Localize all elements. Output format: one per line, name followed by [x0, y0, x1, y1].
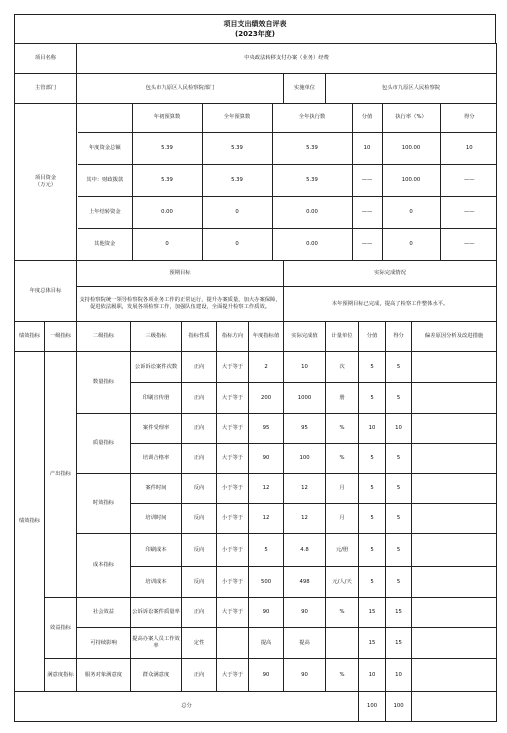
indicator-score: 10	[359, 414, 386, 444]
indicator-nature: 反向	[182, 474, 217, 504]
indicator-name: 培训时间	[131, 504, 182, 534]
indicator-deviation	[412, 444, 497, 474]
indicator-deviation	[412, 474, 497, 504]
indicator-score: 5	[359, 352, 386, 383]
evaluation-table	[14, 43, 497, 722]
funds-row-exec: 0.00	[272, 228, 352, 260]
indicator-unit: 册	[326, 383, 359, 414]
indicator-target: 90	[249, 598, 284, 628]
header-score: 分值	[359, 322, 386, 352]
funds-header-blank	[78, 104, 132, 132]
indicator-actual: 4.8	[284, 534, 326, 567]
indicator-direction: 小于等于	[217, 534, 249, 567]
indicator-actual: 提高	[284, 628, 326, 659]
funds-row-rate: 0	[382, 196, 440, 228]
level2-quantity: 数量指标	[77, 352, 131, 414]
indicator-unit: %	[326, 598, 359, 628]
funds-header-init: 年初预算数	[132, 104, 202, 132]
indicator-name: 公诉诉讼案件次数	[131, 352, 182, 383]
indicator-name: 印刷成本	[131, 534, 182, 567]
annual-goal-label: 年度总体目标	[15, 261, 77, 322]
funds-row-score: ——	[352, 228, 382, 260]
form-title	[14, 14, 496, 44]
project-name-label: 项目名称	[15, 44, 77, 74]
indicator-got: 15	[386, 598, 412, 628]
indicator-direction: 小于等于	[217, 474, 249, 504]
funds-row-got: ——	[440, 164, 497, 196]
indicator-actual: 1000	[284, 383, 326, 414]
indicator-score: 5	[359, 444, 386, 474]
indicator-name: 培训合格率	[131, 444, 182, 474]
indicator-name: 印刷宣传册	[131, 383, 182, 414]
indicator-score: 15	[359, 628, 386, 659]
indicator-direction: 大于等于	[217, 352, 249, 383]
indicator-got: 5	[386, 504, 412, 534]
indicator-actual: 498	[284, 567, 326, 598]
level2-sustain: 可持续影响	[77, 628, 131, 659]
indicator-nature: 定性	[182, 628, 217, 659]
indicator-name: 提高办案人员工作效率	[131, 628, 182, 659]
level1-effect: 效益指标	[45, 598, 77, 659]
indicator-unit: %	[326, 414, 359, 444]
header-level1: 一级指标	[45, 322, 77, 352]
indicator-direction: 大于等于	[217, 383, 249, 414]
indicator-actual: 12	[284, 504, 326, 534]
title-line-1: 项目支出绩效自评表	[223, 20, 287, 28]
indicator-unit: 月	[326, 474, 359, 504]
indicator-nature: 反向	[182, 504, 217, 534]
total-got: 100	[386, 692, 412, 722]
funds-header-got: 得分	[440, 104, 497, 132]
funds-row-full: 5.39	[202, 164, 272, 196]
indicator-score: 5	[359, 383, 386, 414]
level1-output: 产出指标	[45, 352, 77, 598]
indicator-got: 10	[386, 659, 412, 692]
total-deviation	[412, 692, 497, 722]
indicator-score: 10	[359, 659, 386, 692]
total-label: 总分	[15, 692, 359, 722]
dept-value: 包头市九原区人民检察院部门	[77, 74, 284, 104]
indicator-score: 5	[359, 567, 386, 598]
indicator-score: 5	[359, 534, 386, 567]
funds-row-score: 10	[352, 132, 382, 164]
funds-row-label: 上年结转资金	[78, 196, 132, 228]
header-deviation: 偏差原因分析及改进措施	[412, 322, 497, 352]
header-level2: 二级指标	[77, 322, 131, 352]
indicator-unit: 元/册	[326, 534, 359, 567]
indicator-deviation	[412, 383, 497, 414]
indicator-deviation	[412, 567, 497, 598]
header-target: 年度指标值	[249, 322, 284, 352]
indicator-score: 5	[359, 474, 386, 504]
funds-row-init: 5.39	[132, 132, 202, 164]
funds-row-got: 10	[440, 132, 497, 164]
impl-unit-label: 实施单位	[284, 74, 326, 104]
indicator-score: 15	[359, 598, 386, 628]
indicator-target: 12	[249, 474, 284, 504]
indicator-score: 5	[359, 504, 386, 534]
funds-row-full: 5.39	[202, 132, 272, 164]
indicator-unit: 月	[326, 504, 359, 534]
funds-row-label: 其中：财政拨款	[78, 164, 132, 196]
indicator-unit: 次	[326, 352, 359, 383]
indicator-direction: 大于等于	[217, 598, 249, 628]
header-got: 得分	[386, 322, 412, 352]
funds-row-exec: 5.39	[272, 164, 352, 196]
indicator-target: 95	[249, 414, 284, 444]
indicator-actual: 10	[284, 352, 326, 383]
indicator-unit	[326, 628, 359, 659]
funds-row-init: 0.00	[132, 196, 202, 228]
funds-label: 项目资金 （万元）	[15, 104, 77, 261]
indicator-deviation	[412, 598, 497, 628]
indicator-name: 培训成本	[131, 567, 182, 598]
indicator-got: 5	[386, 567, 412, 598]
indicator-target: 5	[249, 534, 284, 567]
indicator-nature: 正向	[182, 414, 217, 444]
funds-row-label: 其他资金	[78, 228, 132, 260]
indicator-actual: 90	[284, 598, 326, 628]
funds-row-got: ——	[440, 196, 497, 228]
indicator-target: 90	[249, 659, 284, 692]
funds-table	[78, 104, 497, 260]
indicator-deviation	[412, 659, 497, 692]
indicator-nature: 正向	[182, 352, 217, 383]
total-score: 100	[359, 692, 386, 722]
header-level3: 三级指标	[131, 322, 182, 352]
funds-header-full: 全年预算数	[202, 104, 272, 132]
indicator-got: 15	[386, 628, 412, 659]
perf-indicator-label: 绩效指标	[15, 352, 45, 692]
project-name-value: 中央政法转移支付办案（业务）经费	[77, 44, 497, 74]
indicator-name: 公诉诉讼案件质量率	[131, 598, 182, 628]
indicator-target: 12	[249, 504, 284, 534]
indicator-deviation	[412, 414, 497, 444]
indicator-nature: 正向	[182, 383, 217, 414]
indicator-deviation	[412, 352, 497, 383]
indicator-nature: 反向	[182, 534, 217, 567]
indicator-actual: 12	[284, 474, 326, 504]
indicator-nature: 正向	[182, 598, 217, 628]
funds-row-full: 0	[202, 196, 272, 228]
indicator-target: 200	[249, 383, 284, 414]
level2-service: 服务对象满意度	[77, 659, 131, 692]
indicator-got: 10	[386, 414, 412, 444]
indicator-direction: 小于等于	[217, 567, 249, 598]
indicator-actual: 90	[284, 659, 326, 692]
indicator-deviation	[412, 504, 497, 534]
level2-time: 时效指标	[77, 474, 131, 534]
funds-row-full: 0	[202, 228, 272, 260]
expected-goal-header: 预期目标	[77, 261, 284, 287]
funds-row-score: ——	[352, 164, 382, 196]
indicator-got: 5	[386, 352, 412, 383]
actual-result-header: 实际完成情况	[284, 261, 497, 287]
indicator-unit: %	[326, 444, 359, 474]
indicator-target: 2	[249, 352, 284, 383]
funds-row-init: 0	[132, 228, 202, 260]
funds-header-exec: 全年执行数	[272, 104, 352, 132]
indicator-name: 案件受理率	[131, 414, 182, 444]
actual-result-text: 本年预期目标已完成，提高了检察工作整体水平。	[284, 287, 497, 322]
indicator-name: 案件时间	[131, 474, 182, 504]
indicator-got: 5	[386, 383, 412, 414]
indicator-direction: 大于等于	[217, 414, 249, 444]
indicator-direction: 小于等于	[217, 504, 249, 534]
indicator-unit: 元/人/天	[326, 567, 359, 598]
indicator-got: 5	[386, 474, 412, 504]
indicator-direction: 大于等于	[217, 444, 249, 474]
header-perf: 绩效指标	[15, 322, 45, 352]
indicator-target: 提高	[249, 628, 284, 659]
title-line-2: (2023年度)	[235, 30, 275, 38]
indicator-nature: 反向	[182, 567, 217, 598]
indicator-got: 5	[386, 444, 412, 474]
header-unit: 计量单位	[326, 322, 359, 352]
indicator-target: 90	[249, 444, 284, 474]
indicator-actual: 100	[284, 444, 326, 474]
indicator-deviation	[412, 534, 497, 567]
funds-header-rate: 执行率（%）	[382, 104, 440, 132]
level1-satisfaction: 满意度指标	[45, 659, 77, 692]
funds-row-score: ——	[352, 196, 382, 228]
level2-social: 社会效益	[77, 598, 131, 628]
indicator-name: 群众满意度	[131, 659, 182, 692]
funds-row-exec: 5.39	[272, 132, 352, 164]
funds-row-init: 5.39	[132, 164, 202, 196]
funds-row-rate: 100.00	[382, 164, 440, 196]
funds-block	[77, 104, 497, 261]
indicator-nature: 正向	[182, 444, 217, 474]
indicator-target: 500	[249, 567, 284, 598]
funds-row-got: ——	[440, 228, 497, 260]
funds-row-exec: 0.00	[272, 196, 352, 228]
header-actual: 实际完成值	[284, 322, 326, 352]
funds-row-label: 年度资金总额	[78, 132, 132, 164]
indicator-actual: 95	[284, 414, 326, 444]
funds-header-score: 分值	[352, 104, 382, 132]
indicator-direction	[217, 628, 249, 659]
funds-row-rate: 0	[382, 228, 440, 260]
header-nature: 指标性质	[182, 322, 217, 352]
indicator-nature: 正向	[182, 659, 217, 692]
header-direction: 指标方向	[217, 322, 249, 352]
indicator-unit: %	[326, 659, 359, 692]
level2-cost: 成本指标	[77, 534, 131, 598]
funds-row-rate: 100.00	[382, 132, 440, 164]
indicator-direction: 大于等于	[217, 659, 249, 692]
indicator-got: 5	[386, 534, 412, 567]
expected-goal-text: 支持检察院统一领导检察院各项业务工作的正常运行，提升办案质量，加大办案保障，促进依法履职，发展各项检察工作，加强队伍建设，全面提升检察工作质效。	[77, 287, 284, 322]
impl-unit-value: 包头市九原区人民检察院	[326, 74, 497, 104]
indicator-deviation	[412, 628, 497, 659]
level2-quality: 质量指标	[77, 414, 131, 474]
dept-label: 主管部门	[15, 74, 77, 104]
